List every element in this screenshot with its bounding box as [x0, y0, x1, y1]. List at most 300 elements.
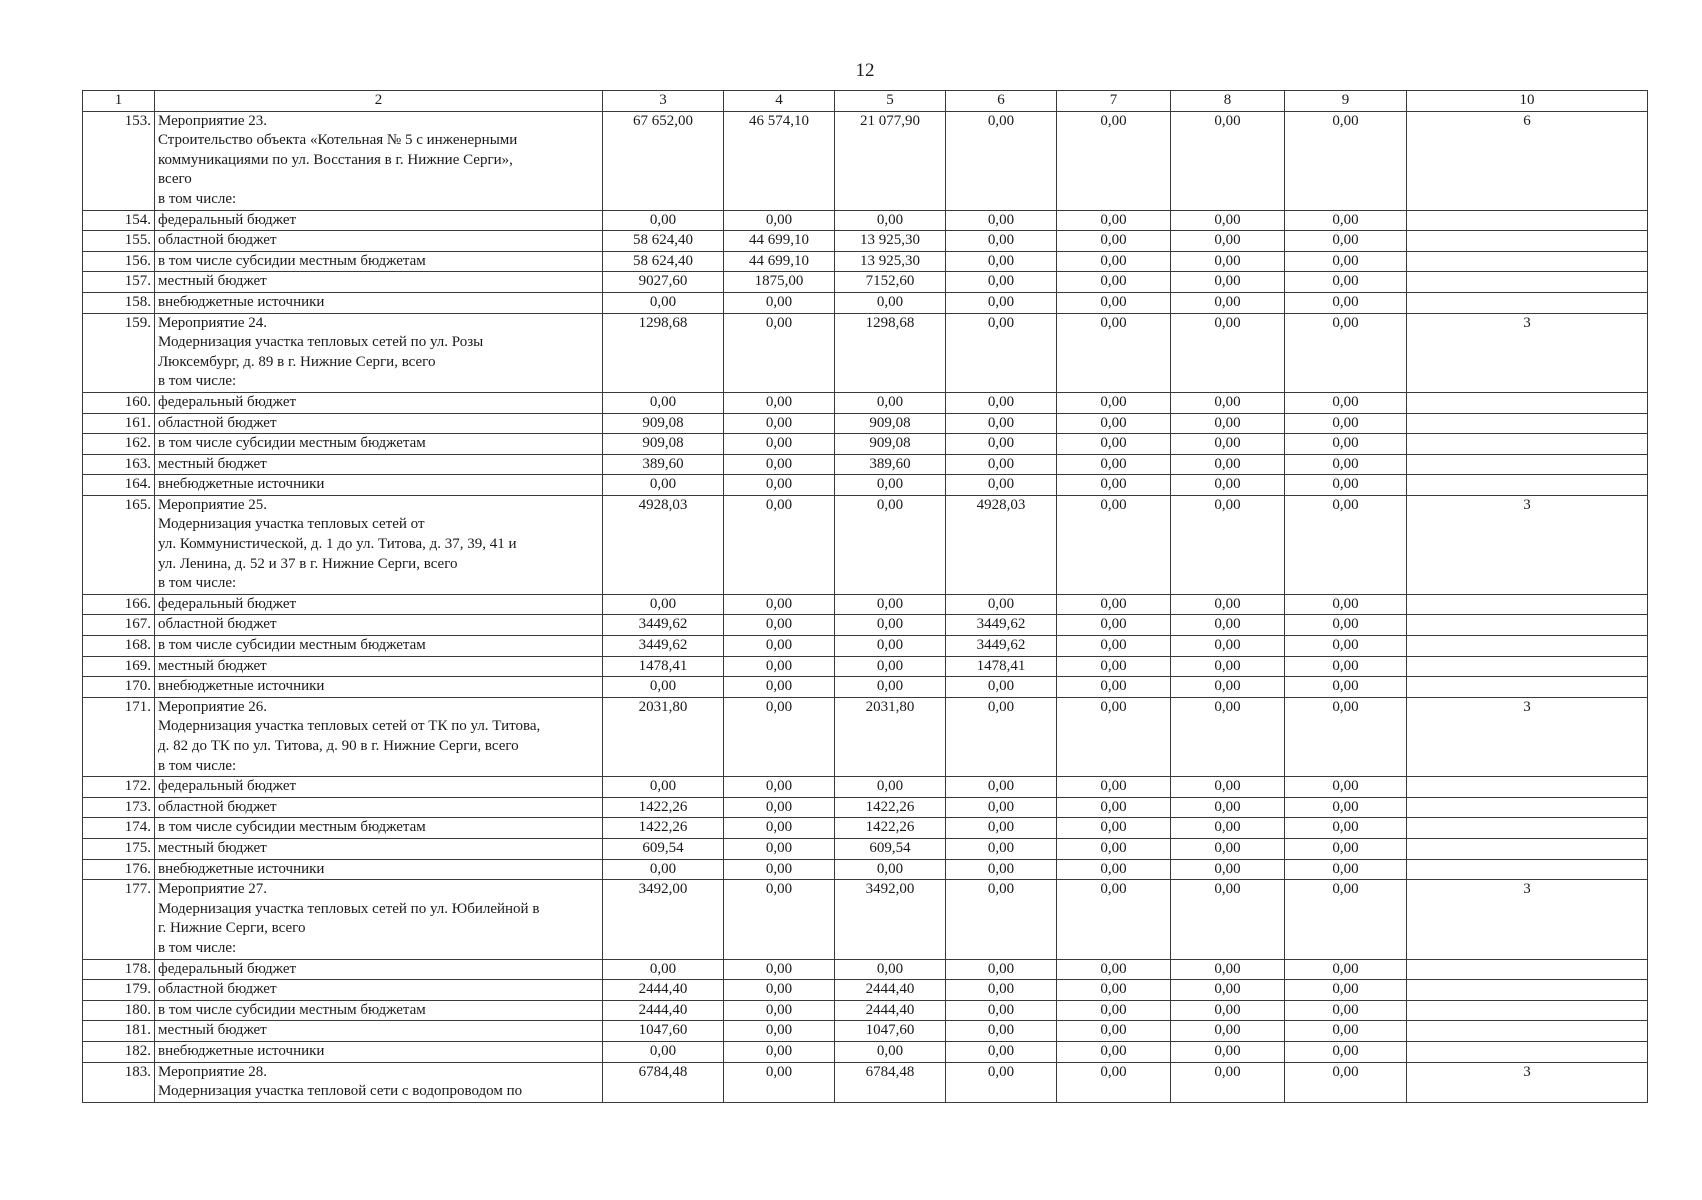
- description-line: всего: [158, 171, 192, 188]
- indicator-cell: [1407, 859, 1648, 880]
- value-cell: 0,00: [724, 434, 835, 455]
- description-line: Модернизация участка тепловой сети с водопроводом по: [158, 1083, 523, 1100]
- value-cell: 0,00: [724, 797, 835, 818]
- column-header: 5: [835, 91, 946, 112]
- value-cell: 0,00: [835, 859, 946, 880]
- column-header: 10: [1407, 91, 1648, 112]
- row-description: [155, 251, 603, 272]
- page-number: 12: [855, 60, 875, 81]
- row-description: [155, 880, 603, 959]
- value-cell: 4928,03: [946, 495, 1057, 594]
- value-cell: 0,00: [1285, 475, 1407, 496]
- value-cell: 3449,62: [946, 615, 1057, 636]
- table-row: [83, 818, 1648, 839]
- description-line: Мероприятие 28.: [158, 1063, 267, 1080]
- description-line: Строительство объекта «Котельная № 5 с инженерными: [158, 132, 518, 149]
- value-cell: 0,00: [603, 594, 724, 615]
- description-line: в том числе:: [158, 190, 237, 207]
- row-description: [155, 677, 603, 698]
- row-description: [155, 697, 603, 776]
- value-cell: 0,00: [1171, 594, 1285, 615]
- value-cell: 3492,00: [835, 880, 946, 959]
- value-cell: 0,00: [946, 392, 1057, 413]
- value-cell: 0,00: [603, 677, 724, 698]
- table-row: [83, 392, 1648, 413]
- value-cell: 0,00: [1057, 1041, 1171, 1062]
- description-line: местный бюджет: [158, 657, 267, 674]
- value-cell: 0,00: [1285, 392, 1407, 413]
- value-cell: 0,00: [1285, 210, 1407, 231]
- description-line: в том числе субсидии местным бюджетам: [158, 435, 426, 452]
- value-cell: 7152,60: [835, 272, 946, 293]
- table-row: [83, 959, 1648, 980]
- description-line: областной бюджет: [158, 798, 277, 815]
- row-description: [155, 818, 603, 839]
- value-cell: 0,00: [1057, 454, 1171, 475]
- value-cell: 0,00: [1171, 1021, 1285, 1042]
- table-row: [83, 677, 1648, 698]
- row-description: [155, 1041, 603, 1062]
- value-cell: 0,00: [724, 454, 835, 475]
- table-row: [83, 413, 1648, 434]
- description-line: областной бюджет: [158, 414, 277, 431]
- value-cell: 0,00: [835, 959, 946, 980]
- value-cell: 0,00: [1057, 838, 1171, 859]
- row-number: 179.: [83, 980, 155, 1001]
- value-cell: 0,00: [1171, 1041, 1285, 1062]
- value-cell: 0,00: [1171, 272, 1285, 293]
- indicator-cell: [1407, 272, 1648, 293]
- value-cell: 0,00: [1285, 313, 1407, 392]
- value-cell: 0,00: [1057, 615, 1171, 636]
- value-cell: 0,00: [724, 313, 835, 392]
- indicator-cell: [1407, 777, 1648, 798]
- value-cell: 0,00: [1171, 636, 1285, 657]
- value-cell: 0,00: [1057, 475, 1171, 496]
- value-cell: 0,00: [1171, 1062, 1285, 1102]
- row-number: 170.: [83, 677, 155, 698]
- description-line: Мероприятие 23.: [158, 112, 267, 129]
- value-cell: 0,00: [1285, 980, 1407, 1001]
- value-cell: 0,00: [724, 859, 835, 880]
- table-row: [83, 1062, 1648, 1102]
- value-cell: 0,00: [1057, 1021, 1171, 1042]
- value-cell: 0,00: [1285, 818, 1407, 839]
- value-cell: 0,00: [1285, 251, 1407, 272]
- description-line: ул. Ленина, д. 52 и 37 в г. Нижние Серги, всего: [158, 555, 458, 572]
- value-cell: 0,00: [835, 210, 946, 231]
- value-cell: 0,00: [1171, 495, 1285, 594]
- row-number: 157.: [83, 272, 155, 293]
- value-cell: 0,00: [1285, 292, 1407, 313]
- row-description: [155, 636, 603, 657]
- table-header-row: [83, 91, 1648, 112]
- value-cell: 2031,80: [835, 697, 946, 776]
- table-row: [83, 1041, 1648, 1062]
- value-cell: 46 574,10: [724, 111, 835, 210]
- value-cell: 0,00: [1285, 880, 1407, 959]
- value-cell: 0,00: [1171, 413, 1285, 434]
- row-number: 172.: [83, 777, 155, 798]
- table-row: [83, 251, 1648, 272]
- value-cell: 0,00: [1057, 392, 1171, 413]
- value-cell: 1422,26: [835, 818, 946, 839]
- value-cell: 58 624,40: [603, 231, 724, 252]
- value-cell: 0,00: [1171, 434, 1285, 455]
- value-cell: 0,00: [1171, 1000, 1285, 1021]
- value-cell: 0,00: [1057, 210, 1171, 231]
- value-cell: 0,00: [724, 818, 835, 839]
- indicator-cell: [1407, 231, 1648, 252]
- description-line: местный бюджет: [158, 1022, 267, 1039]
- row-description: [155, 859, 603, 880]
- value-cell: 0,00: [1057, 495, 1171, 594]
- indicator-cell: [1407, 1021, 1648, 1042]
- description-line: областной бюджет: [158, 232, 277, 249]
- row-description: [155, 454, 603, 475]
- value-cell: 0,00: [1285, 697, 1407, 776]
- table-row: [83, 454, 1648, 475]
- description-line: Модернизация участка тепловых сетей от ТК по ул. Титова,: [158, 718, 541, 735]
- row-number: 165.: [83, 495, 155, 594]
- row-number: 169.: [83, 656, 155, 677]
- value-cell: 0,00: [946, 231, 1057, 252]
- table-row: [83, 797, 1648, 818]
- value-cell: 0,00: [1285, 959, 1407, 980]
- description-line: федеральный бюджет: [158, 595, 297, 612]
- value-cell: 0,00: [1285, 838, 1407, 859]
- indicator-cell: [1407, 980, 1648, 1001]
- value-cell: 3449,62: [946, 636, 1057, 657]
- value-cell: 0,00: [1171, 475, 1285, 496]
- value-cell: 0,00: [724, 210, 835, 231]
- description-line: в том числе:: [158, 757, 237, 774]
- indicator-cell: [1407, 797, 1648, 818]
- table-row: [83, 838, 1648, 859]
- indicator-cell: 3: [1407, 880, 1648, 959]
- row-number: 174.: [83, 818, 155, 839]
- value-cell: 21 077,90: [835, 111, 946, 210]
- value-cell: 0,00: [835, 392, 946, 413]
- value-cell: 0,00: [1171, 838, 1285, 859]
- row-number: 181.: [83, 1021, 155, 1042]
- description-line: внебюджетные источники: [158, 678, 325, 695]
- value-cell: 609,54: [603, 838, 724, 859]
- table-row: [83, 880, 1648, 959]
- row-number: 155.: [83, 231, 155, 252]
- indicator-cell: [1407, 615, 1648, 636]
- value-cell: 1875,00: [724, 272, 835, 293]
- table-row: [83, 697, 1648, 776]
- description-line: в том числе:: [158, 939, 237, 956]
- value-cell: 0,00: [1171, 210, 1285, 231]
- value-cell: 0,00: [1057, 818, 1171, 839]
- value-cell: 0,00: [835, 475, 946, 496]
- row-number: 178.: [83, 959, 155, 980]
- value-cell: 1478,41: [603, 656, 724, 677]
- value-cell: 0,00: [603, 959, 724, 980]
- value-cell: 3492,00: [603, 880, 724, 959]
- value-cell: 0,00: [1057, 959, 1171, 980]
- value-cell: 0,00: [1171, 677, 1285, 698]
- indicator-cell: [1407, 677, 1648, 698]
- row-description: [155, 656, 603, 677]
- row-description: [155, 797, 603, 818]
- value-cell: 0,00: [724, 594, 835, 615]
- value-cell: 0,00: [1171, 392, 1285, 413]
- description-line: федеральный бюджет: [158, 393, 297, 410]
- value-cell: 0,00: [835, 292, 946, 313]
- description-line: Мероприятие 27.: [158, 881, 267, 898]
- value-cell: 0,00: [1057, 231, 1171, 252]
- column-header: 3: [603, 91, 724, 112]
- value-cell: 389,60: [603, 454, 724, 475]
- value-cell: 0,00: [946, 594, 1057, 615]
- row-description: [155, 392, 603, 413]
- column-header: 7: [1057, 91, 1171, 112]
- row-number: 175.: [83, 838, 155, 859]
- description-line: д. 82 до ТК по ул. Титова, д. 90 в г. Нижние Серги, всего: [158, 738, 519, 754]
- description-line: в том числе:: [158, 575, 237, 592]
- value-cell: 0,00: [603, 475, 724, 496]
- row-description: [155, 111, 603, 210]
- value-cell: 1422,26: [603, 797, 724, 818]
- value-cell: 0,00: [1285, 434, 1407, 455]
- value-cell: 0,00: [946, 1000, 1057, 1021]
- column-header: 4: [724, 91, 835, 112]
- value-cell: 0,00: [1285, 859, 1407, 880]
- value-cell: 0,00: [946, 313, 1057, 392]
- value-cell: 0,00: [1285, 1021, 1407, 1042]
- value-cell: 0,00: [1285, 1041, 1407, 1062]
- indicator-cell: [1407, 1041, 1648, 1062]
- description-line: внебюджетные источники: [158, 293, 325, 310]
- value-cell: 0,00: [946, 292, 1057, 313]
- value-cell: 0,00: [946, 434, 1057, 455]
- value-cell: 0,00: [946, 980, 1057, 1001]
- value-cell: 0,00: [946, 697, 1057, 776]
- value-cell: 0,00: [1171, 697, 1285, 776]
- value-cell: 0,00: [1057, 636, 1171, 657]
- value-cell: 1298,68: [835, 313, 946, 392]
- value-cell: 0,00: [835, 636, 946, 657]
- value-cell: 0,00: [1057, 980, 1171, 1001]
- value-cell: 0,00: [1057, 434, 1171, 455]
- value-cell: 0,00: [835, 1041, 946, 1062]
- description-line: местный бюджет: [158, 839, 267, 856]
- value-cell: 0,00: [946, 1041, 1057, 1062]
- row-number: 173.: [83, 797, 155, 818]
- value-cell: 6784,48: [835, 1062, 946, 1102]
- value-cell: 0,00: [603, 777, 724, 798]
- description-line: федеральный бюджет: [158, 960, 297, 977]
- value-cell: 0,00: [1057, 677, 1171, 698]
- value-cell: 0,00: [946, 272, 1057, 293]
- value-cell: 0,00: [1057, 413, 1171, 434]
- value-cell: 0,00: [724, 959, 835, 980]
- description-line: областной бюджет: [158, 981, 277, 998]
- value-cell: 44 699,10: [724, 231, 835, 252]
- table-row: [83, 1000, 1648, 1021]
- value-cell: 13 925,30: [835, 251, 946, 272]
- value-cell: 0,00: [1171, 959, 1285, 980]
- value-cell: 0,00: [724, 838, 835, 859]
- description-line: федеральный бюджет: [158, 778, 297, 795]
- value-cell: 0,00: [946, 1021, 1057, 1042]
- row-description: [155, 272, 603, 293]
- row-number: 164.: [83, 475, 155, 496]
- value-cell: 0,00: [1057, 251, 1171, 272]
- row-number: 168.: [83, 636, 155, 657]
- indicator-cell: [1407, 594, 1648, 615]
- value-cell: 0,00: [946, 859, 1057, 880]
- value-cell: 0,00: [603, 210, 724, 231]
- row-description: [155, 313, 603, 392]
- column-header: 6: [946, 91, 1057, 112]
- value-cell: 0,00: [1057, 777, 1171, 798]
- table-row: [83, 475, 1648, 496]
- description-line: г. Нижние Серги, всего: [158, 920, 306, 937]
- row-number: 182.: [83, 1041, 155, 1062]
- indicator-cell: [1407, 475, 1648, 496]
- indicator-cell: [1407, 959, 1648, 980]
- indicator-cell: [1407, 656, 1648, 677]
- value-cell: 0,00: [1171, 111, 1285, 210]
- value-cell: 0,00: [724, 1000, 835, 1021]
- value-cell: 0,00: [946, 210, 1057, 231]
- row-description: [155, 980, 603, 1001]
- table-row: [83, 859, 1648, 880]
- description-line: в том числе субсидии местным бюджетам: [158, 252, 426, 269]
- table-row: [83, 434, 1648, 455]
- indicator-cell: [1407, 292, 1648, 313]
- value-cell: 58 624,40: [603, 251, 724, 272]
- description-line: внебюджетные источники: [158, 860, 325, 877]
- value-cell: 0,00: [724, 1062, 835, 1102]
- value-cell: 0,00: [1285, 495, 1407, 594]
- value-cell: 909,08: [603, 413, 724, 434]
- value-cell: 0,00: [946, 454, 1057, 475]
- column-header: 1: [83, 91, 155, 112]
- row-description: [155, 594, 603, 615]
- table-body: [83, 111, 1648, 1102]
- column-header: 8: [1171, 91, 1285, 112]
- value-cell: 0,00: [1285, 413, 1407, 434]
- value-cell: 0,00: [1171, 615, 1285, 636]
- description-line: местный бюджет: [158, 273, 267, 290]
- description-line: местный бюджет: [158, 455, 267, 472]
- value-cell: 0,00: [603, 292, 724, 313]
- description-line: в том числе субсидии местным бюджетам: [158, 637, 426, 654]
- table-row: [83, 111, 1648, 210]
- value-cell: 0,00: [835, 677, 946, 698]
- value-cell: 0,00: [1057, 859, 1171, 880]
- description-line: Мероприятие 25.: [158, 496, 267, 513]
- value-cell: 909,08: [835, 434, 946, 455]
- value-cell: 0,00: [1171, 251, 1285, 272]
- value-cell: 0,00: [946, 251, 1057, 272]
- column-header: 2: [155, 91, 603, 112]
- value-cell: 0,00: [1285, 656, 1407, 677]
- value-cell: 0,00: [724, 697, 835, 776]
- row-description: [155, 777, 603, 798]
- table-row: [83, 210, 1648, 231]
- value-cell: 0,00: [1057, 656, 1171, 677]
- value-cell: 0,00: [835, 777, 946, 798]
- value-cell: 0,00: [1057, 594, 1171, 615]
- row-number: 153.: [83, 111, 155, 210]
- row-description: [155, 1021, 603, 1042]
- indicator-cell: [1407, 838, 1648, 859]
- value-cell: 0,00: [1171, 313, 1285, 392]
- value-cell: 0,00: [724, 1021, 835, 1042]
- indicator-cell: [1407, 636, 1648, 657]
- table-row: [83, 292, 1648, 313]
- row-description: [155, 292, 603, 313]
- row-description: [155, 838, 603, 859]
- value-cell: 0,00: [1285, 454, 1407, 475]
- value-cell: 0,00: [835, 615, 946, 636]
- row-description: [155, 231, 603, 252]
- value-cell: 0,00: [1171, 454, 1285, 475]
- value-cell: 0,00: [1171, 797, 1285, 818]
- row-number: 160.: [83, 392, 155, 413]
- value-cell: 0,00: [1057, 797, 1171, 818]
- value-cell: 67 652,00: [603, 111, 724, 210]
- value-cell: 2444,40: [835, 980, 946, 1001]
- value-cell: 1422,26: [835, 797, 946, 818]
- description-line: в том числе:: [158, 373, 237, 390]
- value-cell: 0,00: [1285, 777, 1407, 798]
- description-line: коммуникациями по ул. Восстания в г. Нижние Серги»,: [158, 151, 513, 168]
- value-cell: 0,00: [946, 777, 1057, 798]
- value-cell: 0,00: [946, 880, 1057, 959]
- indicator-cell: [1407, 434, 1648, 455]
- budget-table: [82, 90, 1648, 1103]
- value-cell: 0,00: [1057, 292, 1171, 313]
- table-row: [83, 313, 1648, 392]
- value-cell: 0,00: [1057, 1062, 1171, 1102]
- row-number: 161.: [83, 413, 155, 434]
- indicator-cell: [1407, 392, 1648, 413]
- row-description: [155, 495, 603, 594]
- value-cell: 0,00: [724, 777, 835, 798]
- value-cell: 0,00: [946, 475, 1057, 496]
- value-cell: 0,00: [1171, 292, 1285, 313]
- value-cell: 609,54: [835, 838, 946, 859]
- indicator-cell: [1407, 1000, 1648, 1021]
- value-cell: 0,00: [724, 656, 835, 677]
- row-number: 162.: [83, 434, 155, 455]
- value-cell: 0,00: [724, 292, 835, 313]
- value-cell: 0,00: [1171, 859, 1285, 880]
- row-description: [155, 615, 603, 636]
- value-cell: 1422,26: [603, 818, 724, 839]
- table-row: [83, 231, 1648, 252]
- value-cell: 3449,62: [603, 636, 724, 657]
- description-line: Модернизация участка тепловых сетей по ул. Розы: [158, 334, 484, 351]
- value-cell: 0,00: [724, 636, 835, 657]
- row-description: [155, 475, 603, 496]
- indicator-cell: [1407, 413, 1648, 434]
- value-cell: 389,60: [835, 454, 946, 475]
- value-cell: 1298,68: [603, 313, 724, 392]
- indicator-cell: 3: [1407, 313, 1648, 392]
- value-cell: 0,00: [1285, 1062, 1407, 1102]
- value-cell: 0,00: [1285, 677, 1407, 698]
- value-cell: 0,00: [1057, 1000, 1171, 1021]
- indicator-cell: [1407, 454, 1648, 475]
